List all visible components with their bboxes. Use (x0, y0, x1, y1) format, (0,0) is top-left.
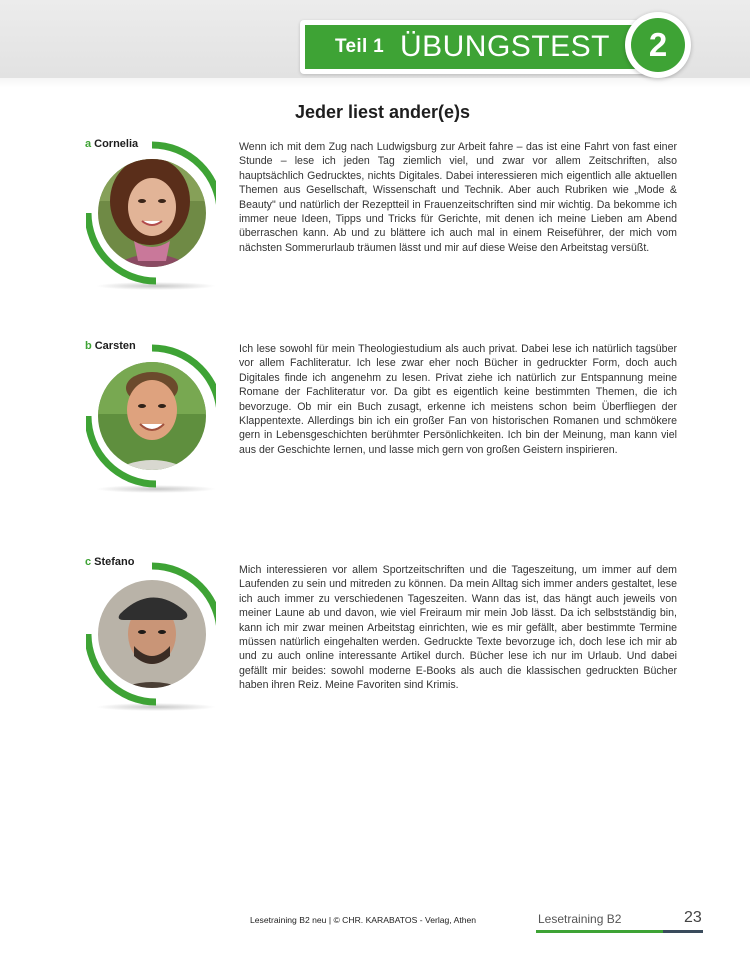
text-stefano: Mich interessieren vor allem Sportzeitschriften und die Tageszeitung, um immer auf dem Laufenden zu sein und mitreden zu können. Da mein Alltag sich immer anders gestaltet, lese ich auch immer zu verschiedenen Tageszeiten. Wann das ist, das hängt auch jeweils von meiner Laune ab und davon, wie viel Freiraum mir mein Job lässt. Da ich selbstständig bin, kann ich mir zwar meinen Arbeitstag einrichten, wie es mir gefällt, aber bestimmte Termine müssen natürlich eingehalten werden. Gedruckte Texte bevorzuge ich, doch lese ich mir ab und zu auch online interessante Artikel durch. Bücher lese ich nur im Urlaub. Und dabei gefällt mir beides: sowohl moderne E-Books als auch die klassischen gedruckten Bücher haben ihren Reiz. Meine Favoriten sind Krimis. (239, 564, 677, 692)
person-letter: c (85, 556, 92, 568)
person-letter: a (85, 138, 92, 150)
portrait-cornelia-image (86, 141, 216, 291)
portrait-carsten-image (86, 344, 216, 494)
test-title: ÜBUNGSTEST (399, 30, 610, 63)
footer-rule-green (536, 930, 663, 933)
footer-rule (536, 930, 703, 933)
footer-rule-dark (663, 930, 703, 933)
person-name: Cornelia (94, 138, 139, 150)
page-title: Jeder liest ander(e)s (294, 102, 471, 122)
test-number: 2 (631, 18, 685, 72)
header-shadow (0, 78, 750, 88)
portrait-stefano (86, 562, 216, 712)
teil-label: Teil 1 (335, 36, 384, 57)
text-carsten: Ich lese sowohl für mein Theologiestudium als auch privat. Dabei lese ich natürlich tagsüber vor allem Fachliteratur. Ich lese zwar eher noch Bücher in gedruckter Form, doch auch Digitales finde ich angenehm zu lesen. Privat ziehe ich natürlich zur Entspannung meine Romane der Fachliteratur vor. Da gibt es eigentlich keine bestimmten Themen, die ich bevorzuge. Ob mir ein Buch zusagt, erkenne ich meistens schon beim Überfliegen der Klappentexte. Allerdings bin ich ein großer Fan von historischen Romanen und schmökere gern in Lebensgeschichten berühmter Persönlichkeiten. Ich bin der Meinung, man kann viel aus der Geschichte lernen, und lasse mich gern von großen Geistern inspirieren. (239, 343, 677, 456)
person-letter: b (85, 340, 92, 352)
footer-book-title: Lesetraining B2 (538, 912, 622, 926)
portrait-cornelia (86, 141, 216, 291)
person-name: Carsten (94, 340, 136, 352)
footer-copyright: Lesetraining B2 neu | © CHR. KARABATOS - Verlag, Athen (250, 915, 477, 925)
person-name: Stefano (94, 556, 135, 568)
portrait-stefano-image (86, 562, 216, 712)
test-number-badge (625, 12, 691, 78)
portrait-carsten (86, 344, 216, 494)
test-badge-bar (305, 25, 660, 69)
text-cornelia: Wenn ich mit dem Zug nach Ludwigsburg zur Arbeit fahre – das ist eine Fahrt von fast einer Stunde – lese ich jeden Tag ziemlich viel, und zwar vor allem Zeitschriften, also hauptsächlich Gedrucktes, nichts Digitales. Dabei interessieren mich eigentlich alle aktuellen Themen aus Gesellschaft, Wissenschaft und Technik. Aber auch Rubriken wie „Mode & Beauty" und natürlich der Rezeptteil in Frauenzeitschriften sind mir wichtig. Da bekomme ich immer neue Ideen, Tipps und Tricks für Gerichte, mit denen ich meine Lieben am Abend überraschen kann. Ab und zu blättere ich auch mal in einem Reiseführer, der mich vom nächsten Sommerurlaub träumen lässt und mir auf diese Weise den Arbeitstag versüßt. (239, 141, 677, 254)
test-badge (300, 20, 660, 74)
page-number: 23 (684, 909, 702, 926)
